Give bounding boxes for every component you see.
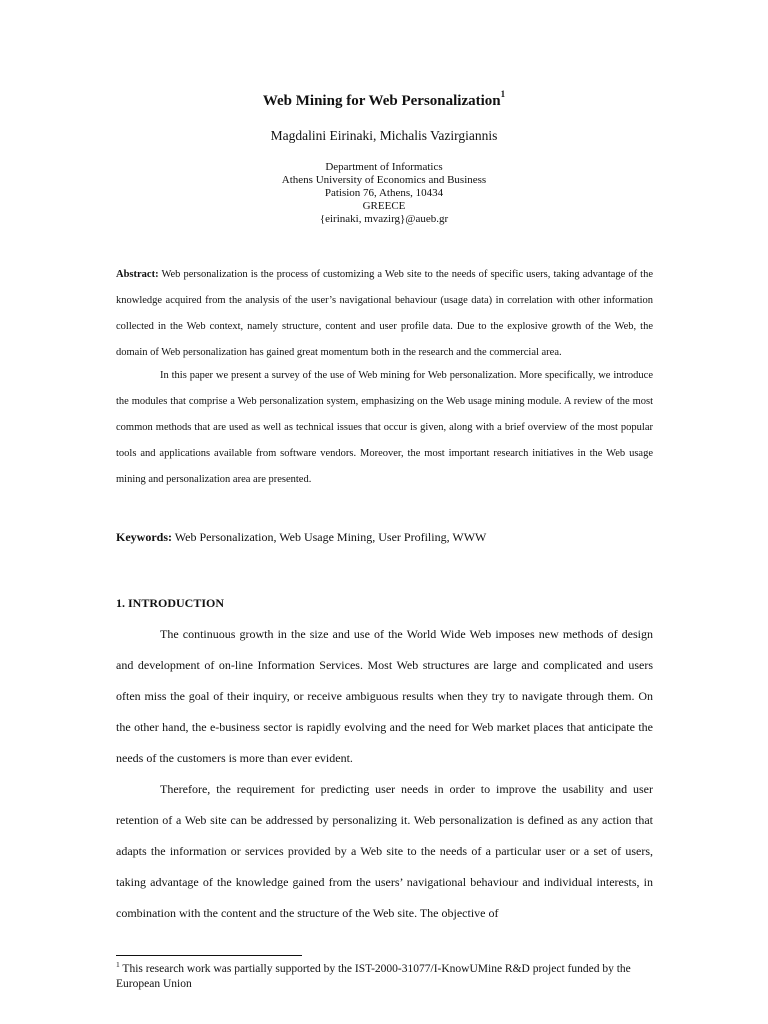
- keywords-label: Keywords:: [116, 530, 172, 544]
- introduction-paragraph-2: Therefore, the requirement for predicting user needs in order to improve the usability and user retention of a Web site can be addressed by personalizing it. Web personalization is defined as any action that adapts the information or services provided by a Web site to the needs of a particular user or a set of users, taking advantage of the knowledge gained from the users’ navigational behaviour and individual interests, in combination with the content and the structure of the Web site. The objective of: [116, 782, 653, 920]
- abstract-paragraph-1: [116, 262, 653, 366]
- keywords: [116, 528, 653, 546]
- paper-title: [0, 91, 768, 111]
- keywords-text: Web Personalization, Web Usage Mining, User Profiling, WWW: [174, 530, 487, 544]
- abstract-text-1: Web personalization is the process of customizing a Web site to the needs of specific users, taking advantage of the knowledge acquired from the analysis of the user’s navigational behaviour (usage data) in correlation with other information collected in the Web context, namely structure, content and user profile data. Due to the explosive growth of the Web, the domain of Web personalization has gained great momentum both in the research and the commercial area.: [116, 269, 653, 358]
- affiliation-address: Patision 76, Athens, 10434: [324, 187, 444, 199]
- introduction-paragraph-1: The continuous growth in the size and use of the World Wide Web imposes new methods of design and development of on-line Information Services. Most Web structures are large and complicated and users often miss the goal of their inquiry, or receive ambiguous results when they try to navigate through them. On the other hand, the e-business sector is rapidly evolving and the need for Web market places that anticipate the needs of the customers is more than ever evident.: [116, 627, 653, 765]
- footnote-mark: 1: [116, 960, 120, 970]
- title-text: Web Mining for Web Personalization: [262, 93, 501, 109]
- introduction-body: [116, 619, 653, 929]
- abstract-paragraph-2: In this paper we present a survey of the use of Web mining for Web personalization. More specifically, we introduce the modules that comprise a Web personalization system, emphasizing on the Web usage mining module. A review of the most common methods that are used as well as technical issues that occur is given, along with a brief overview of the most popular tools and applications available from software vendors. Moreover, the most important research initiatives in the Web usage mining and personalization area are presented.: [116, 370, 653, 485]
- title-footnote-mark: 1: [500, 89, 506, 99]
- footnote-text: This research work was partially supported by the IST-2000-31077/I-KnowUMine R&D project funded by the European Union: [116, 963, 631, 990]
- affiliation-university: Athens University of Economics and Business: [281, 174, 487, 186]
- affiliation-email: {eirinaki, mvazirg}@aueb.gr: [319, 213, 449, 225]
- affiliation-department: Department of Informatics: [325, 161, 443, 173]
- affiliation: [0, 161, 768, 226]
- footnote-divider: [116, 955, 302, 956]
- affiliation-country: GREECE: [362, 200, 406, 212]
- authors: Magdalini Eirinaki, Michalis Vazirgiannis: [270, 128, 498, 143]
- abstract: [116, 262, 653, 493]
- section-heading: 1. INTRODUCTION: [116, 596, 225, 610]
- abstract-label: Abstract:: [116, 269, 159, 280]
- footnote: [116, 962, 653, 992]
